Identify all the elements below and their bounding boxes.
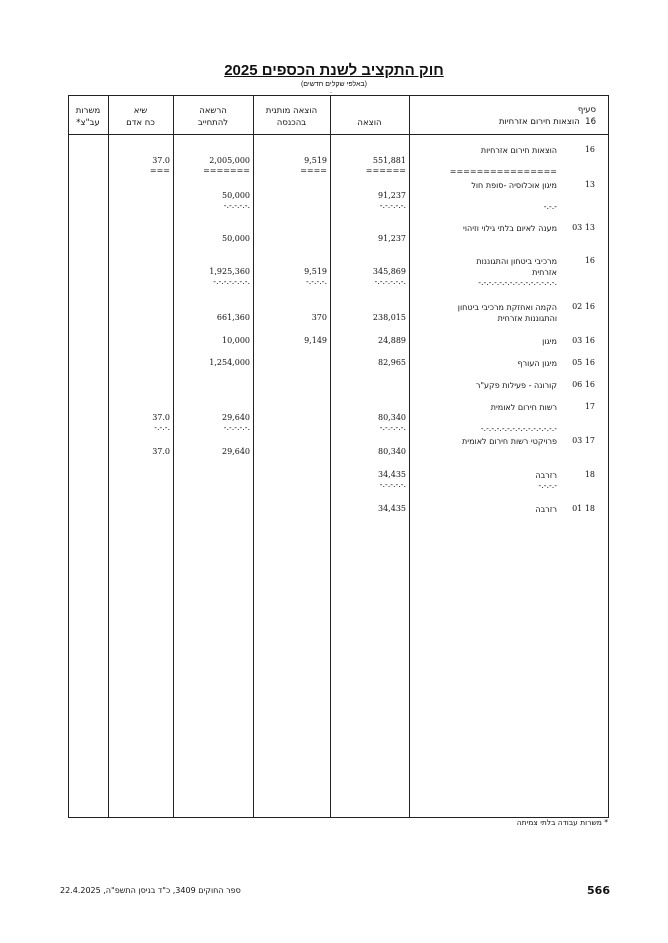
column-divider xyxy=(173,95,174,818)
cell-expense-underline: ====== xyxy=(365,166,406,175)
header-expense: הוצאה xyxy=(357,118,382,128)
cell-expense: 238,015 xyxy=(372,313,406,322)
cell-expense: 80,340 xyxy=(378,413,406,422)
footer-source: ספר החוקים 3409, כ"ד בניסן התשפ"ה, 22.4.2025 xyxy=(60,886,241,895)
header-section: סעיף 16 הוצאות חירום אזרחיות xyxy=(498,105,596,127)
cell-conditional: 9,519 xyxy=(304,156,327,165)
cell-expense: 80,340 xyxy=(378,447,406,456)
row-description-underline: -.-.-.-.-.-.-.-.-.-.-.-.-.-.- xyxy=(480,424,557,433)
footnote: * משרות עבודה בלתי צמיתה xyxy=(516,818,608,827)
row-section-code: 16 xyxy=(584,145,595,154)
row-section-code: 17 03 xyxy=(572,436,595,445)
page-subtitle: (באלפי שקלים חדשים) xyxy=(300,81,368,88)
cell-commitment: 10,000 xyxy=(222,336,250,345)
cell-commitment: 1,925,360 xyxy=(209,267,250,276)
row-description-underline: -.-.- xyxy=(543,202,557,211)
cell-commitment-underline: -.-.-.-.-. xyxy=(223,201,250,210)
cell-expense: 91,237 xyxy=(378,234,406,243)
page-title: חוק התקציב לשנת הכספים 2025 xyxy=(224,62,444,79)
cell-conditional: 9,149 xyxy=(304,336,327,345)
cell-peak: 37.0 xyxy=(152,447,170,456)
cell-expense: 34,435 xyxy=(378,470,406,479)
row-description: מרכיבי ביטחון והתגוננות אזרחית xyxy=(476,257,557,277)
row-section-code: 13 xyxy=(584,180,595,189)
column-divider xyxy=(253,95,254,818)
cell-expense-underline: -.-.-.-.-. xyxy=(379,201,406,210)
row-description: מיגון xyxy=(542,337,557,346)
header-peak-manpower: שיא כח אדם xyxy=(126,106,155,128)
row-section-code: 16 02 xyxy=(572,302,595,311)
cell-conditional: 370 xyxy=(311,313,327,322)
row-section-code: 16 06 xyxy=(572,380,595,389)
cell-peak: 37.0 xyxy=(152,413,170,422)
cell-conditional-underline: ==== xyxy=(300,166,327,175)
cell-expense-underline: -.-.-.-.-.-. xyxy=(374,277,406,286)
row-section-code: 13 03 xyxy=(572,223,595,232)
header-commitment-authority: הרשאה להתחייב xyxy=(197,106,229,128)
row-description: רשות חירום לאומית xyxy=(490,403,557,412)
row-section-code: 17 xyxy=(584,402,595,411)
row-description: מיגון העורף xyxy=(517,359,557,368)
cell-expense: 345,869 xyxy=(372,267,406,276)
cell-commitment: 50,000 xyxy=(222,191,250,200)
row-description: מיגון אוכלוסיה -סופת חול xyxy=(471,181,557,190)
column-divider xyxy=(409,95,410,818)
cell-expense: 82,965 xyxy=(378,358,406,367)
header-divider xyxy=(68,134,609,135)
header-conditional-expense: הוצאה מותנית בהכנסה xyxy=(265,106,318,128)
budget-table-frame xyxy=(68,95,609,818)
column-divider xyxy=(108,95,109,818)
cell-commitment: 661,360 xyxy=(216,313,250,322)
row-description: קורונה - פעילות פקע"ר xyxy=(475,381,557,390)
row-section-code: 16 xyxy=(584,256,595,265)
row-section-code: 18 xyxy=(584,470,595,479)
row-description: פרויקטי רשות חירום לאומית xyxy=(462,437,557,446)
cell-peak-underline: -.-.-. xyxy=(154,423,170,432)
cell-commitment-underline: -.-.-.-.-. xyxy=(223,423,250,432)
center-mark: . xyxy=(330,88,332,95)
row-description-underline: ================ xyxy=(449,167,557,176)
cell-expense-underline: -.-.-.-.-. xyxy=(379,480,406,489)
row-section-code: 16 03 xyxy=(572,336,595,345)
cell-expense: 34,435 xyxy=(378,504,406,513)
header-positions: משרות עב"צ* xyxy=(75,106,101,128)
cell-peak-underline: === xyxy=(149,166,170,175)
row-description: הוצאות חירום אזרחיות xyxy=(480,146,557,155)
cell-commitment: 50,000 xyxy=(222,234,250,243)
cell-commitment: 1,254,000 xyxy=(209,358,250,367)
cell-expense: 91,237 xyxy=(378,191,406,200)
cell-expense: 24,889 xyxy=(378,336,406,345)
cell-commitment: 2,005,000 xyxy=(209,156,250,165)
column-divider xyxy=(330,95,331,818)
cell-commitment-underline: ======= xyxy=(203,166,250,175)
row-description: רזרבה xyxy=(535,505,557,514)
row-description-underline: -.-.-.-.-.-.-.-.-.-.-.-.-.-.-. xyxy=(478,278,557,287)
cell-peak: 37.0 xyxy=(152,156,170,165)
cell-expense-underline: -.-.-.-.-. xyxy=(379,423,406,432)
row-description: מענה לאיום בלתי גילוי וזיהוי xyxy=(463,224,557,233)
cell-commitment: 29,640 xyxy=(222,413,250,422)
cell-commitment: 29,640 xyxy=(222,447,250,456)
page-number: 566 xyxy=(587,884,610,897)
row-section-code: 16 05 xyxy=(572,358,595,367)
row-description: רזרבה xyxy=(535,471,557,480)
row-description: הקמה ואחזקת מרכיבי ביטחון והתגוננות אזרחית xyxy=(457,303,557,323)
row-description-underline: -.-.-.- xyxy=(538,481,557,490)
row-section-code: 18 01 xyxy=(572,504,595,513)
cell-conditional-underline: -.-.-.-. xyxy=(306,277,327,286)
cell-conditional: 9,519 xyxy=(304,267,327,276)
cell-expense: 551,881 xyxy=(372,156,406,165)
cell-commitment-underline: -.-.-.-.-.-.-. xyxy=(213,277,250,286)
